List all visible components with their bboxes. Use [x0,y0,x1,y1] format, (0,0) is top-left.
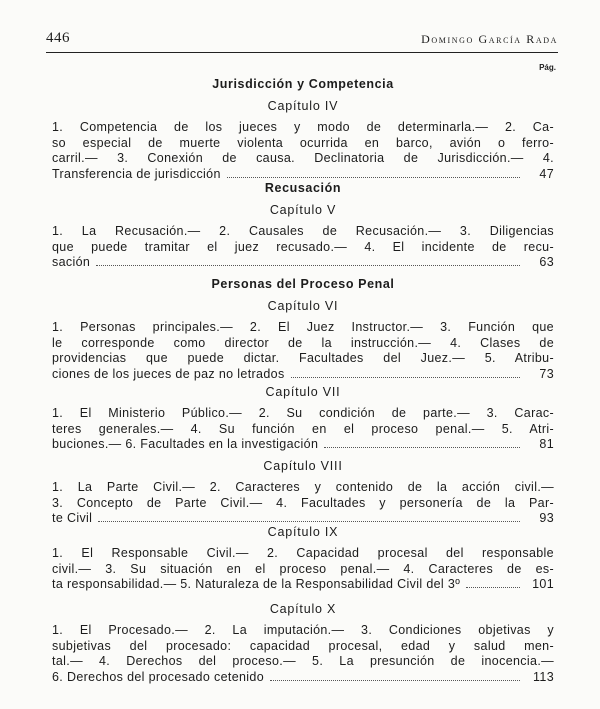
chapter-heading: Capítulo VIII [263,459,343,473]
entry-line: so especial de muerte violenta ocurrida en barco, avión o ferro- [52,135,554,150]
chapter-heading: Capítulo X [269,602,337,616]
entry-line: subjetivas del procesado: capacidad procesal, edad y salud men- [52,638,554,653]
section-title: Recusación [264,181,342,195]
dot-leader [96,264,520,266]
toc-section [52,600,554,685]
entry-line: ta responsabilidad.— 5. Naturaleza de la Responsabilidad Civil del 3º [52,577,461,591]
chapter-heading: Capítulo VII [265,385,341,399]
entry-line: carril.— 3. Conexión de causa. Declinatoria de Jurisdicción.— 4. [52,151,554,165]
entry-line: 1. El Procesado.— 2. La imputación.— 3. Condiciones objetivas y [52,623,554,637]
chapter-heading: Capítulo IX [267,525,339,539]
chapter-heading: Capítulo IV [267,99,339,113]
page-reference: 47 [539,166,554,181]
section-title: Personas del Proceso Penal [211,277,395,291]
entry-line: le corresponde como director de la instrucción.— 4. Clases de [52,335,554,350]
chapter-heading: Capítulo V [269,203,337,217]
dot-leader [324,446,520,448]
page-reference: 73 [539,366,554,381]
chapter-heading: Capítulo VI [267,299,339,313]
toc-section [52,383,554,453]
entry-line: ciones de los jueces de paz no letrados [52,366,285,381]
entry-line: sación [52,255,91,269]
entry-line: teres generales.— 4. Su función en el proceso penal.— 5. Atri- [52,421,554,436]
dot-leader [291,376,520,378]
entry-line: civil.— 3. Su situación en el proceso penal.— 4. Caracteres de es- [52,561,554,576]
dot-leader [98,520,520,522]
entry-line: 3. Concepto de Parte Civil.— 4. Facultades y personería de la Par- [52,495,554,510]
entry-last-line [52,367,554,383]
entry-line: 1. La Parte Civil.— 2. Caracteres y contenido de la acción civil.— [52,480,554,494]
dot-leader [466,586,520,588]
dot-leader [227,176,520,178]
page-reference: 113 [533,669,554,684]
entry-line: buciones.— 6. Facultades en la investigación [52,437,319,451]
toc-section [52,275,554,382]
page-number: 446 [46,30,70,46]
entry-line: que puede tramitar el juez recusado.— 4. El incidente de recu- [52,239,554,254]
entry-line: 1. La Recusación.— 2. Causales de Recusación.— 3. Diligencias [52,224,554,238]
entry-line: Transferencia de jurisdicción [52,166,221,181]
toc-section [52,457,554,527]
page-reference: 93 [539,511,554,525]
entry-last-line [52,577,554,593]
entry-line: tal.— 4. Derechos del proceso.— 5. La presunción de inocencia.— [52,654,554,668]
toc-section [52,75,554,182]
section-title: Jurisdicción y Competencia [212,77,394,91]
entry-line: 1. Personas principales.— 2. El Juez Instructor.— 3. Función que [52,320,554,334]
running-author: Domingo García Rada [421,32,558,46]
page-reference: 101 [532,577,554,591]
entry-last-line [52,670,554,686]
toc-section [52,179,554,271]
page-reference: 81 [539,437,554,451]
page-reference: 63 [539,255,554,269]
entry-line: providencias que puede dictar. Facultades del Juez.— 5. Atribu- [52,351,554,365]
entry-line: 1. El Ministerio Público.— 2. Su condición de parte.— 3. Carac- [52,406,554,420]
entry-line: 1. El Responsable Civil.— 2. Capacidad procesal del responsable [52,546,554,560]
running-header [46,28,558,53]
entry-line: 1. Competencia de los jueces y modo de determinarla.— 2. Ca- [52,120,554,134]
page-column-label: Pág. [539,63,556,72]
dot-leader [270,679,520,681]
entry-line: te Civil [52,511,93,525]
toc-section [52,523,554,593]
entry-last-line [52,437,554,453]
entry-line: 6. Derechos del procesado cetenido [52,669,265,684]
entry-last-line [52,255,554,271]
